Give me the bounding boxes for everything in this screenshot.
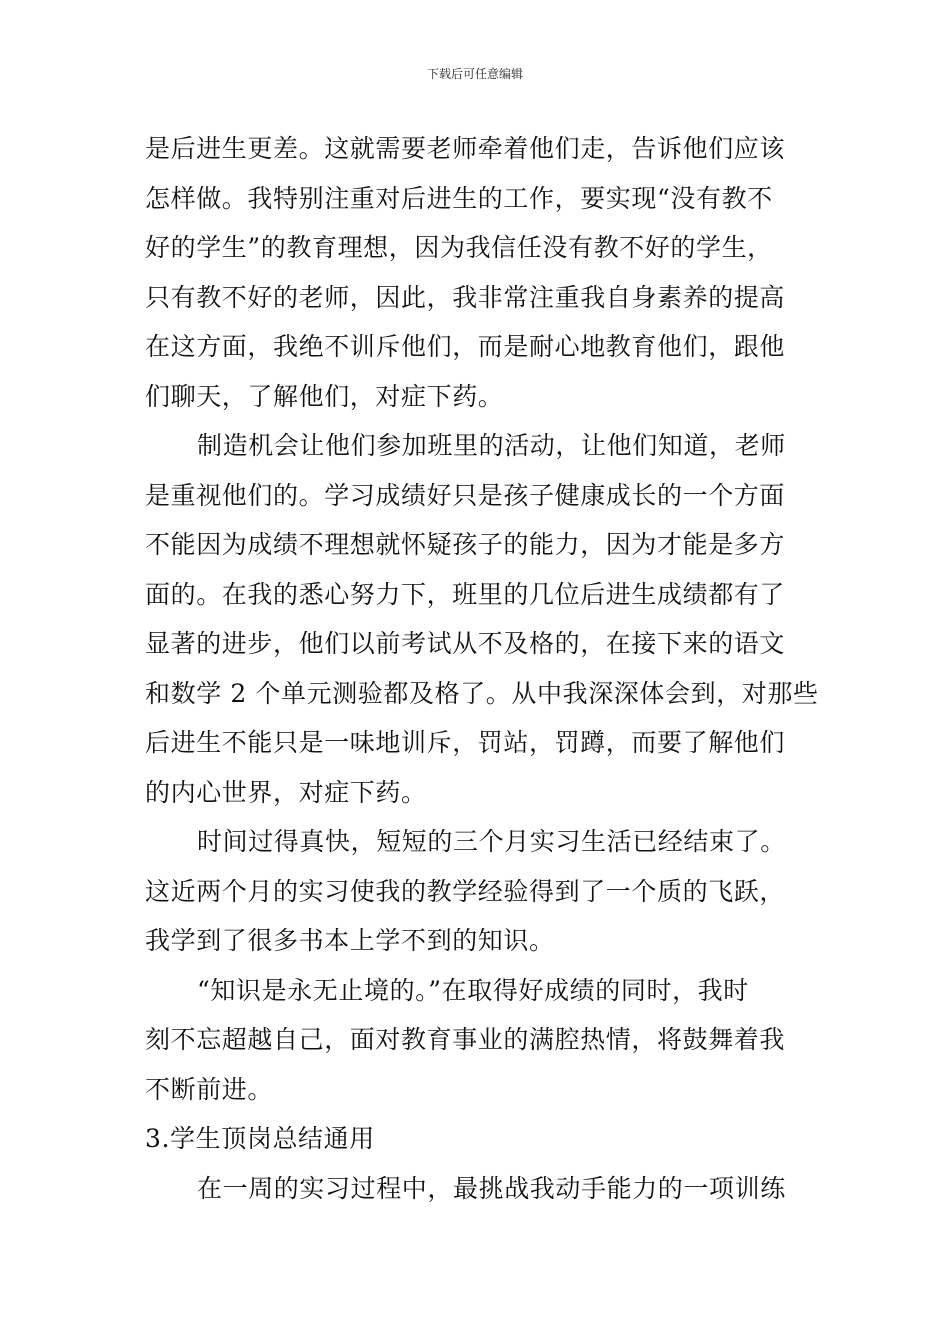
paragraph-start-line: 制造机会让他们参加班里的活动，让他们知道，老师 — [197, 431, 786, 460]
text-line: 我学到了很多书本上学不到的知识。 — [145, 926, 555, 955]
section-heading: 3.学生顶岗总结通用 — [145, 1124, 375, 1153]
document-body — [145, 124, 819, 1213]
text-line: 是后进生更差。这就需要老师牵着他们走，告诉他们应该 — [145, 134, 786, 163]
text-line: 不断前进。 — [145, 1074, 274, 1104]
text-line: 这近两个月的实习使我的教学经验得到了一个质的飞跃， — [145, 876, 786, 906]
text-line: 和数学 2 个单元测验都及格了。从中我深深体会到，对那些 — [145, 678, 819, 708]
paragraph-start-line: “知识是永无止境的。”在取得好成绩的同时，我时 — [197, 975, 749, 1005]
text-line: 后进生不能只是一味地训斥，罚站，罚蹲，而要了解他们 — [145, 728, 786, 757]
text-line: 在这方面，我绝不训斥他们，而是耐心地教育他们，跟他 — [145, 332, 786, 361]
text-line: 刻不忘超越自己，面对教育事业的满腔热情，将鼓舞着我 — [145, 1025, 786, 1054]
text-line: 的内心世界，对症下药。 — [145, 777, 427, 807]
text-line: 好的学生”的教育理想，因为我信任没有教不好的学生， — [145, 233, 773, 262]
paragraph-start-line: 时间过得真快，短短的三个月实习生活已经结束了。 — [197, 827, 786, 856]
text-line: 是重视他们的。学习成绩好只是孩子健康成长的一个方面 — [145, 480, 786, 510]
paragraph-start-line: 在一周的实习过程中，最挑战我动手能力的一项训练 — [197, 1173, 786, 1203]
text-line: 面的。在我的悉心努力下，班里的几位后进生成绩都有了 — [145, 579, 786, 609]
text-line: 只有教不好的老师，因此，我非常注重我自身素养的提高 — [145, 282, 786, 312]
text-line: 怎样做。我特别注重对后进生的工作，要实现“没有教不 — [145, 183, 773, 213]
text-line: 不能因为成绩不理想就怀疑孩子的能力，因为才能是多方 — [145, 530, 786, 559]
page-header: 下载后可任意编辑 — [426, 67, 523, 81]
text-line: 们聊天，了解他们，对症下药。 — [145, 381, 504, 411]
text-line: 显著的进步，他们以前考试从不及格的，在接下来的语文 — [145, 629, 786, 658]
